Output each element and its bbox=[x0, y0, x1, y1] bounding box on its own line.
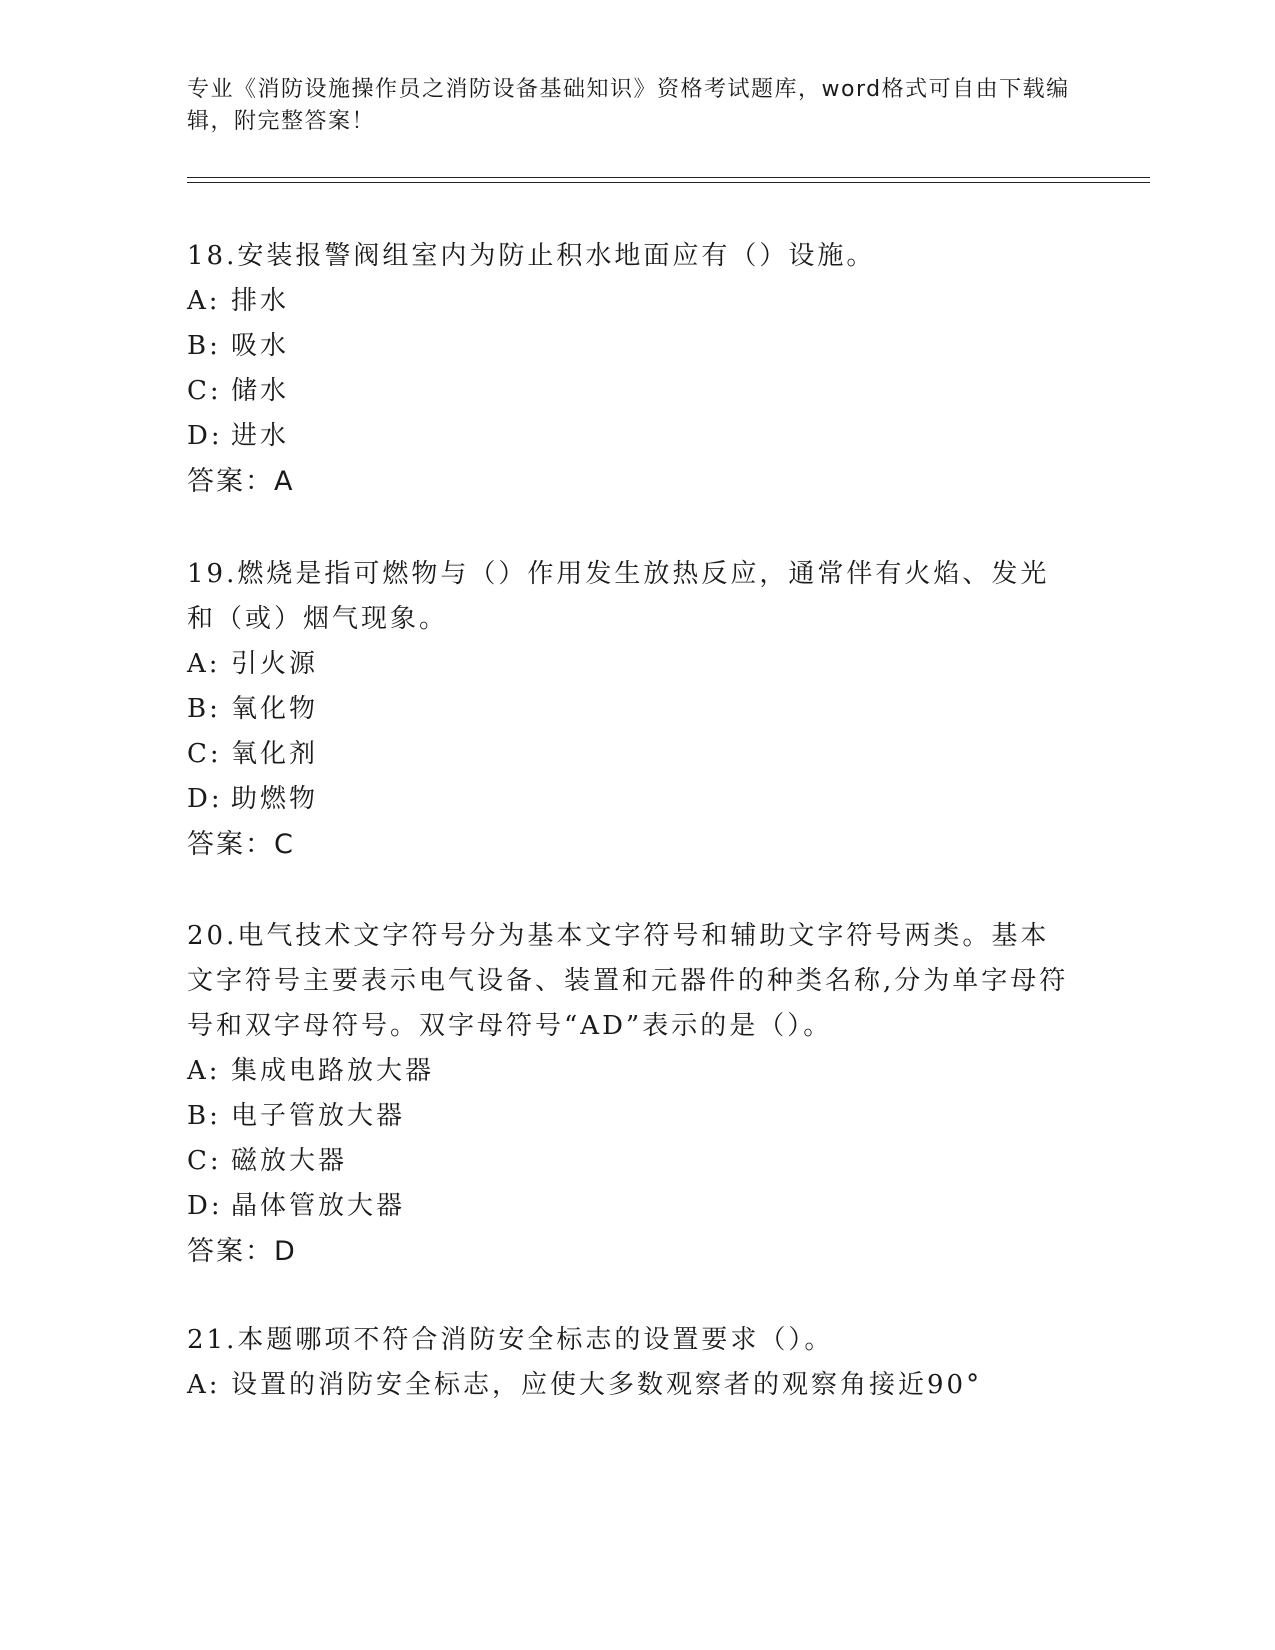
option-key: B: bbox=[187, 694, 221, 724]
question-stem: 20.电气技术文字符号分为基本文字符号和辅助文字符号两类。基本文字符号主要表示电气设备、装置和元器件的种类名称,分为单字母符号和双字母符号。双字母符号“AD”表示的是（）。 bbox=[187, 921, 1069, 1041]
option-key: C: bbox=[187, 376, 222, 406]
header-divider-bottom bbox=[187, 182, 1150, 183]
option-text: 引火源 bbox=[231, 649, 319, 679]
option-text: 晶体管放大器 bbox=[231, 1191, 406, 1221]
answer-line: 答案：A bbox=[187, 466, 295, 497]
option-text: 排水 bbox=[231, 286, 290, 316]
option-text: 集成电路放大器 bbox=[231, 1056, 435, 1086]
question-20 bbox=[187, 914, 1077, 1274]
question-19 bbox=[187, 552, 1077, 867]
option-b bbox=[187, 687, 1077, 732]
answer-line: 答案：D bbox=[187, 1236, 297, 1267]
question-stem: 18.安装报警阀组室内为防止积水地面应有（）设施。 bbox=[187, 241, 876, 271]
option-a bbox=[187, 642, 1077, 687]
option-b bbox=[187, 1094, 1077, 1139]
question-stem: 21.本题哪项不符合消防安全标志的设置要求（）。 bbox=[187, 1325, 834, 1355]
option-text: 磁放大器 bbox=[231, 1146, 348, 1176]
option-key: A: bbox=[187, 1056, 221, 1086]
option-key: C: bbox=[187, 739, 222, 769]
option-a bbox=[187, 279, 1077, 324]
option-text: 进水 bbox=[231, 421, 290, 451]
question-18 bbox=[187, 234, 1077, 504]
option-a bbox=[187, 1049, 1077, 1094]
option-text: 电子管放大器 bbox=[231, 1101, 406, 1131]
option-key: B: bbox=[187, 1101, 221, 1131]
option-b bbox=[187, 324, 1077, 369]
option-d bbox=[187, 777, 1077, 822]
option-key: D: bbox=[187, 1191, 223, 1221]
option-text: 助燃物 bbox=[231, 784, 319, 814]
option-text: 设置的消防安全标志，应使大多数观察者的观察角接近90° bbox=[231, 1370, 983, 1400]
option-d bbox=[187, 414, 1077, 459]
option-text: 氧化剂 bbox=[231, 739, 319, 769]
option-c bbox=[187, 732, 1077, 777]
answer-line: 答案：C bbox=[187, 829, 295, 860]
option-text: 吸水 bbox=[231, 331, 290, 361]
question-stem: 19.燃烧是指可燃物与（）作用发生放热反应，通常伴有火焰、发光和（或）烟气现象。 bbox=[187, 559, 1050, 634]
option-text: 储水 bbox=[231, 376, 290, 406]
option-key: A: bbox=[187, 649, 221, 679]
question-21 bbox=[187, 1318, 1077, 1408]
option-c bbox=[187, 1139, 1077, 1184]
option-d bbox=[187, 1184, 1077, 1229]
option-key: B: bbox=[187, 331, 221, 361]
option-a bbox=[187, 1363, 1077, 1408]
option-c bbox=[187, 369, 1077, 414]
option-key: A: bbox=[187, 1370, 221, 1400]
header-divider-top bbox=[187, 177, 1150, 178]
option-text: 氧化物 bbox=[231, 694, 319, 724]
option-key: A: bbox=[187, 286, 221, 316]
option-key: D: bbox=[187, 421, 223, 451]
option-key: D: bbox=[187, 784, 223, 814]
document-header: 专业《消防设施操作员之消防设备基础知识》资格考试题库，word格式可自由下载编辑，附完整答案！ bbox=[187, 77, 1070, 134]
option-key: C: bbox=[187, 1146, 222, 1176]
